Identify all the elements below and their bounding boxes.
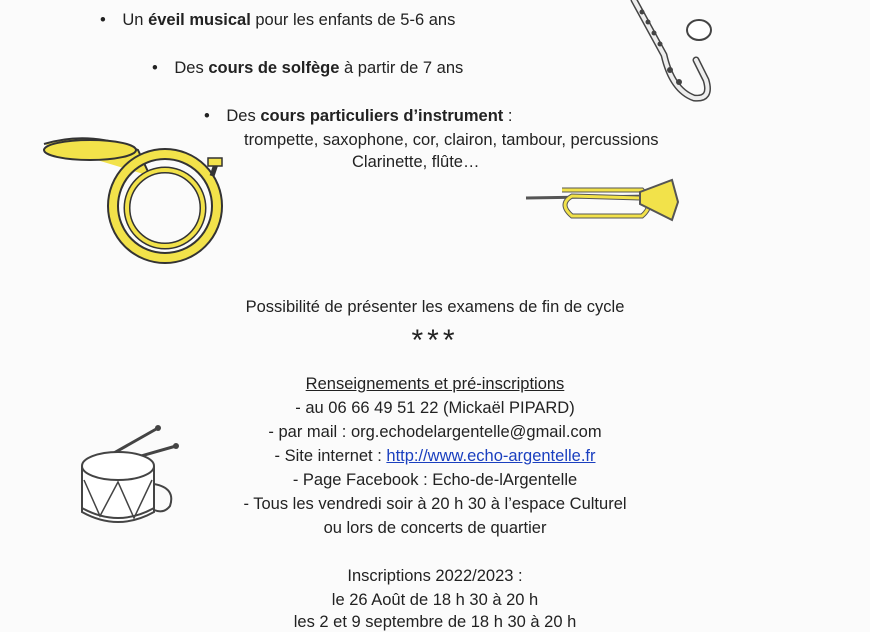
bullet-solfege: • Des cours de solfège à partir de 7 ans (152, 58, 463, 78)
contact-mail: - par mail : org.echodelargentelle@gmail.com (268, 423, 602, 441)
contact-vendredi: - Tous les vendredi soir à 20 h 30 à l’espace Culturel (243, 495, 627, 513)
french-horn-icon (40, 136, 230, 266)
website-link[interactable]: http://www.echo-argentelle.fr (386, 447, 596, 465)
instruments-line-2: Clarinette, flûte… (352, 153, 480, 171)
drum-icon (78, 424, 188, 534)
contact-title: Renseignements et pré-inscriptions (305, 375, 565, 393)
inscriptions-title: Inscriptions 2022/2023 : (347, 567, 523, 585)
saxophone-icon (624, 0, 714, 106)
contact-concerts: ou lors de concerts de quartier (323, 519, 547, 537)
bugle-icon (522, 176, 682, 226)
instruments-line-1: trompette, saxophone, cor, clairon, tambour, percussions (244, 131, 659, 149)
examens-text: Possibilité de présenter les examens de fin de cycle (245, 298, 625, 316)
bullet-cours-particuliers: • Des cours particuliers d’instrument : (204, 106, 512, 126)
bullet-eveil: • Un éveil musical pour les enfants de 5-6 ans (100, 10, 455, 30)
contact-facebook: - Page Facebook : Echo-de-lArgentelle (292, 471, 578, 489)
inscriptions-date-1: le 26 Août de 18 h 30 à 20 h (331, 591, 539, 609)
inscriptions-date-2: les 2 et 9 septembre de 18 h 30 à 20 h (293, 613, 577, 631)
separator-stars: *** (411, 324, 459, 357)
contact-phone: - au 06 66 49 51 22 (Mickaël PIPARD) (295, 399, 575, 417)
contact-site: - Site internet : http://www.echo-argentelle.fr (274, 447, 596, 465)
